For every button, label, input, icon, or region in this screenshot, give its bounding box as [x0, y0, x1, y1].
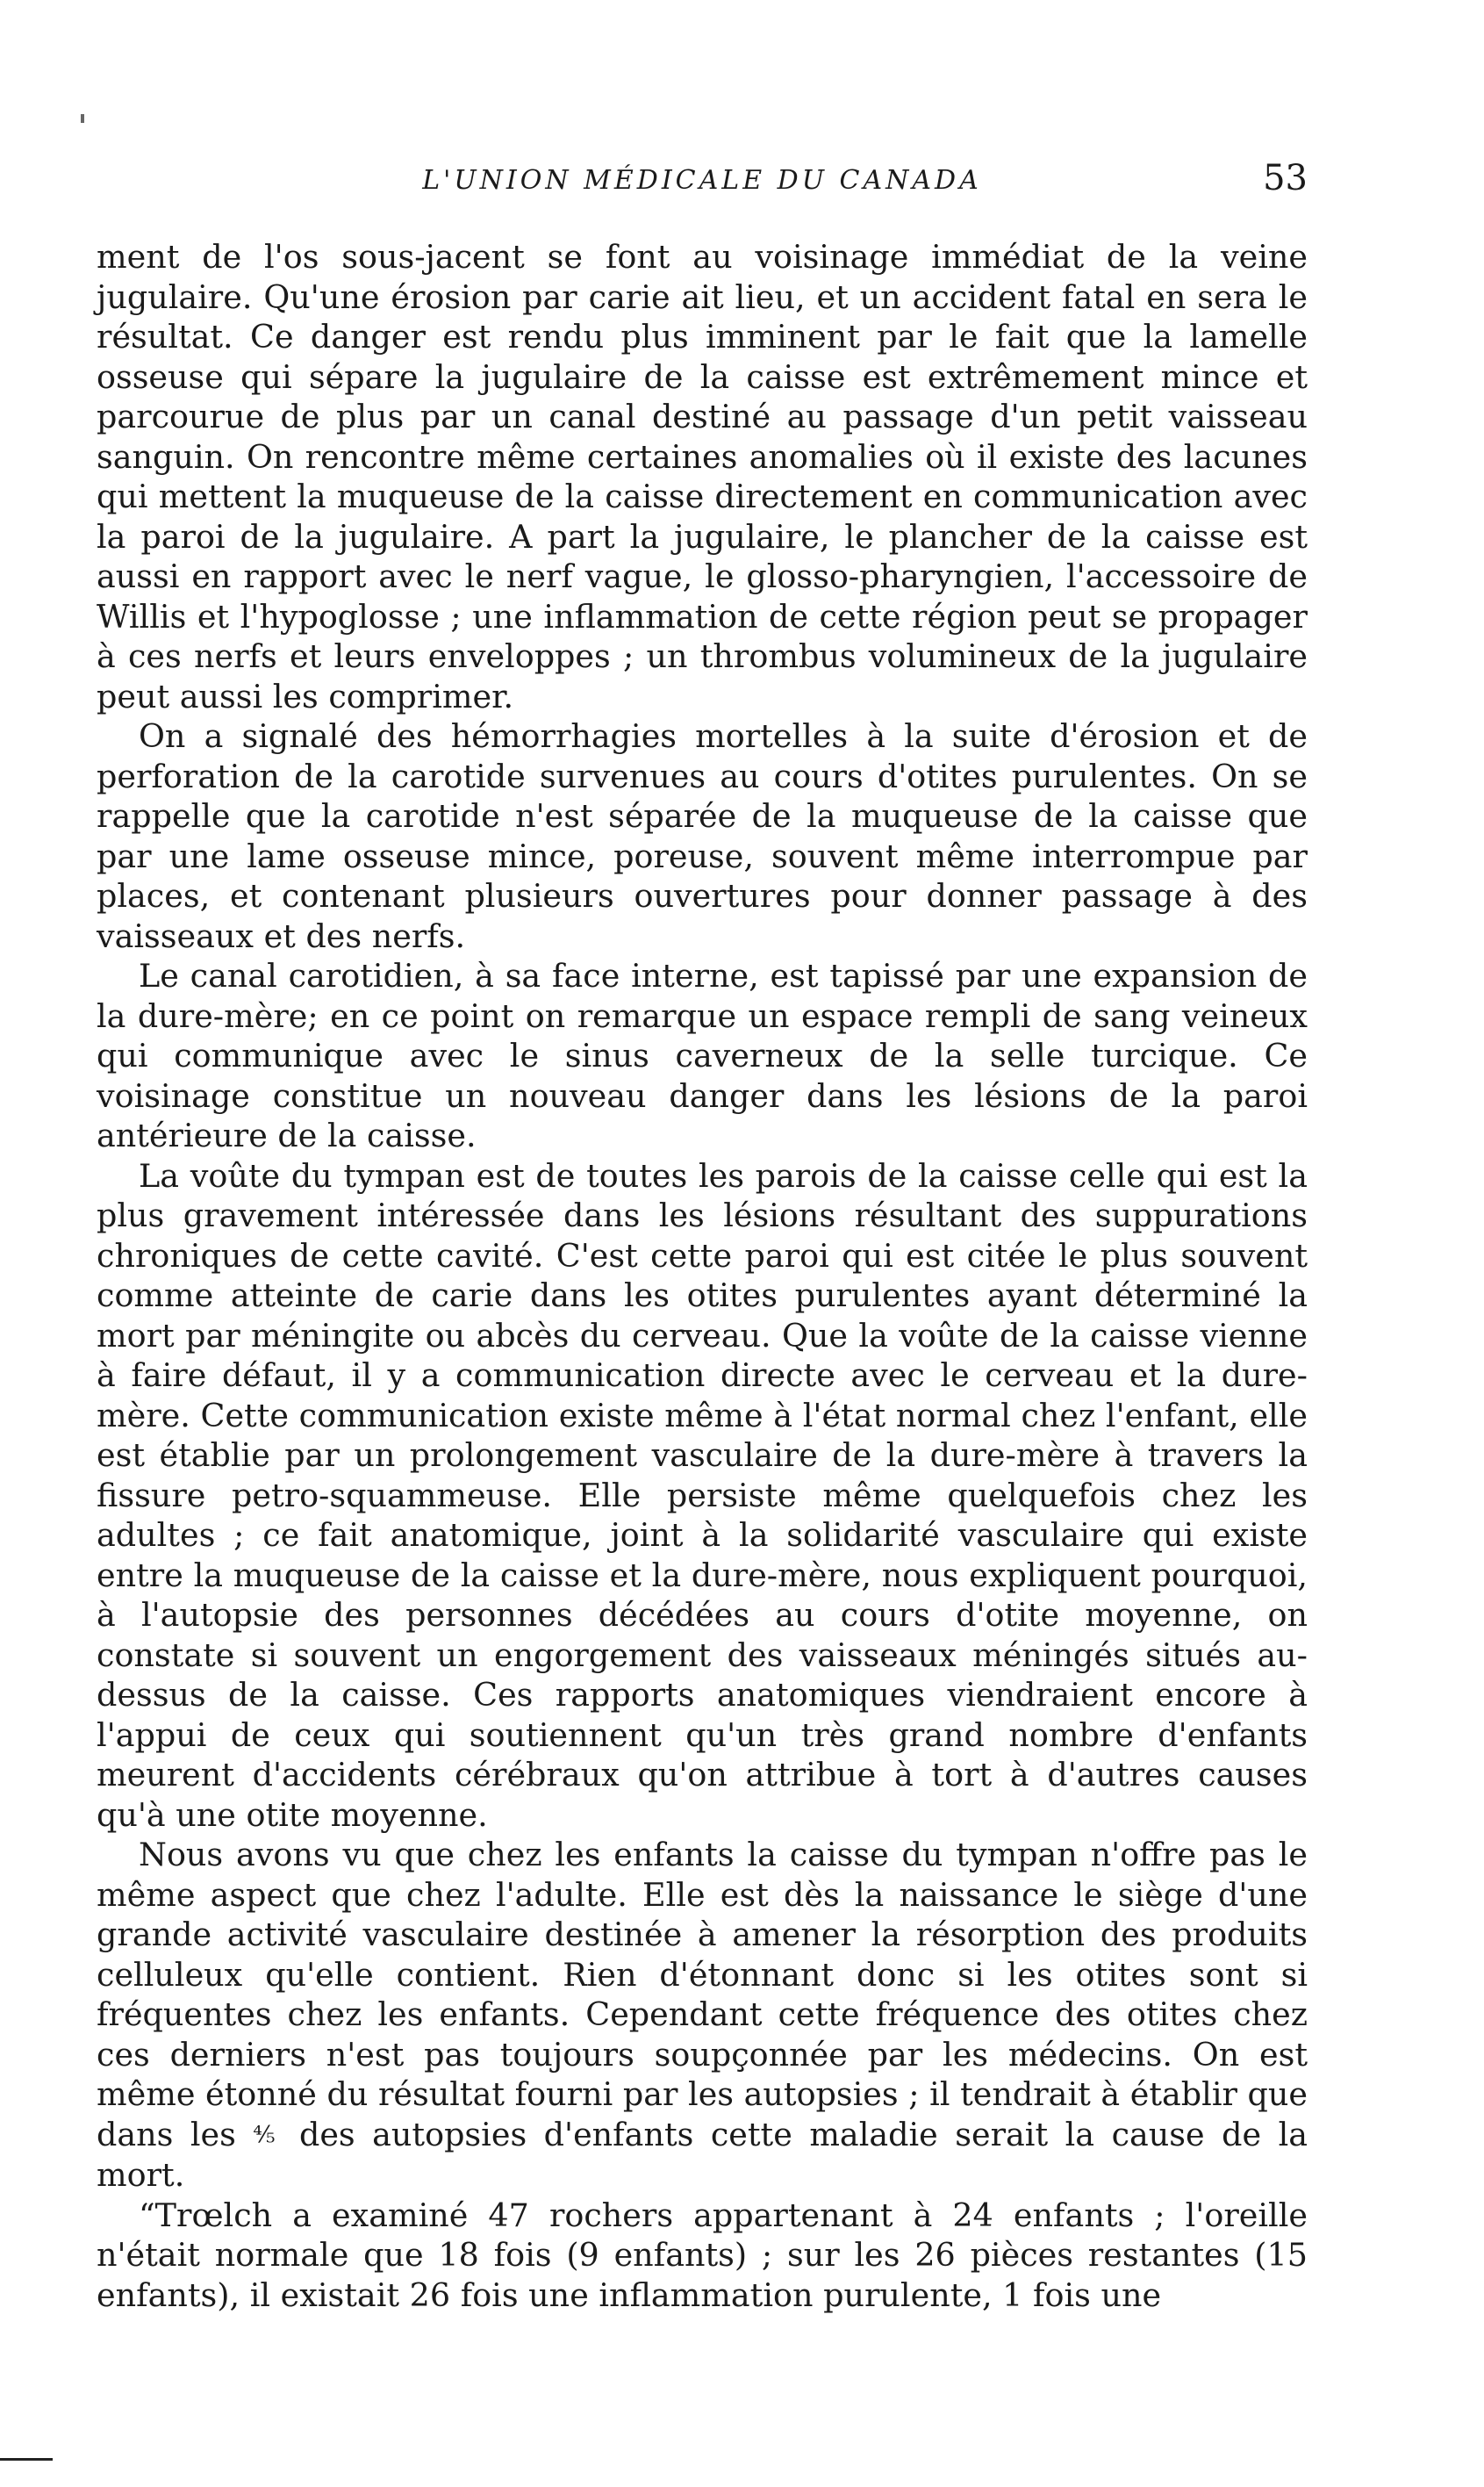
- paragraph-carotid-canal: Le canal carotidien, à sa face interne, est tapissé par une expansion de la dure-mère; en ce point on remarque un espace rempli de sang veineux qui communique avec le sinus caverneux de la selle turcique. Ce voisinage constitue un nouveau danger dans les lésions de la paroi antérieure de la caisse.: [97, 957, 1308, 1154]
- paragraph-carotid: On a signalé des hémorrhagies mortelles à la suite d'érosion et de perforation de la carotide survenues au cours d'otites purulentes. On se rappelle que la carotide n'est séparée de la muqueuse de la caisse que par une lame osseuse mince, poreuse, souvent même interrompue par places, et contenant plusieurs ouvertures pour donner passage à des vaisseaux et des nerfs.: [97, 717, 1308, 955]
- paragraph-troelch-quote: “Trœlch a examiné 47 rochers appartenant à 24 enfants ; l'oreille n'était normale que 18 fois (9 enfants) ; sur les 26 pièces restantes (15 enfants), il existait 26 fois une inflammation purulente, 1 fois une: [97, 2196, 1308, 2314]
- stray-ink-mark: [81, 114, 84, 123]
- children-text-start: Nous avons vu que chez les enfants la caisse du tympan n'offre pas le même aspect que chez l'adulte. Elle est dès la naissance le siège d'une grande activité vasculaire destinée à amener la résorption des produits celluleux qu'elle contient. Rien d'étonnant donc si les otites sont si fréquentes chez les enfants. Cependant cette fréquence des otites chez ces derniers n'est pas toujours soupçonnée par les médecins. On est même étonné du résultat fourni par les autopsies ; il tendrait à établir que dans les: [97, 1836, 1308, 2153]
- running-header: [97, 158, 1308, 211]
- paragraph-tympanic-roof: La voûte du tympan est de toutes les parois de la caisse celle qui est la plus gravement intéressée dans les lésions résultant des suppurations chroniques de cette cavité. C'est cette paroi qui est citée le plus souvent comme atteinte de carie dans les otites purulentes ayant déterminé la mort par méningite ou abcès du cerveau. Que la voûte de la caisse vienne à faire défaut, il y a communication directe avec le cerveau et la dure-mère. Cette communication existe même à l'état normal chez l'enfant, elle est établie par un prolongement vasculaire de la dure-mère à travers la fissure petro-squammeuse. Elle persiste même quelquefois chez les adultes ; ce fait anatomique, joint à la solidarité vasculaire qui existe entre la muqueuse de la caisse et la dure-mère, nous expliquent pourquoi, à l'autopsie des personnes décédées au cours d'otite moyenne, on constate si souvent un engorgement des vaisseaux méningés situés au-dessus de la caisse. Ces rapports anatomiques viendraient encore à l'appui de ceux qui soutiennent qu'un très grand nombre d'enfants meurent d'accidents cérébraux qu'on attribue à tort à d'autres causes qu'à une otite moyenne.: [97, 1156, 1308, 1834]
- body-text: [97, 237, 1308, 2315]
- page-number: 53: [1263, 158, 1308, 198]
- children-text-end: des autopsies d'enfants cette maladie serait la cause de la mort.: [97, 2115, 1308, 2194]
- paragraph-jugular: ment de l'os sous-jacent se font au voisinage immédiat de la veine jugulaire. Qu'une érosion par carie ait lieu, et un accident fatal en sera le résultat. Ce danger est rendu plus imminent par le fait que la lamelle osseuse qui sépare la jugulaire de la caisse est extrêmement mince et parcourue de plus par un canal destiné au passage d'un petit vaisseau sanguin. On rencontre même certaines anomalies où il existe des lacunes qui mettent la muqueuse de la caisse directement en communication avec la paroi de la jugulaire. A part la jugulaire, le plancher de la caisse est aussi en rapport avec le nerf vague, le glosso-pharyngien, l'accessoire de Willis et l'hypoglosse ; une inflammation de cette région peut se propager à ces nerfs et leurs enveloppes ; un thrombus volumineux de la jugulaire peut aussi les comprimer.: [97, 238, 1308, 715]
- paragraph-children: [97, 1835, 1308, 2196]
- fraction: ⅘: [253, 2121, 283, 2148]
- running-title: L'UNION MÉDICALE DU CANADA: [422, 165, 982, 196]
- book-page: [97, 158, 1308, 2315]
- edge-mark: [0, 2458, 53, 2461]
